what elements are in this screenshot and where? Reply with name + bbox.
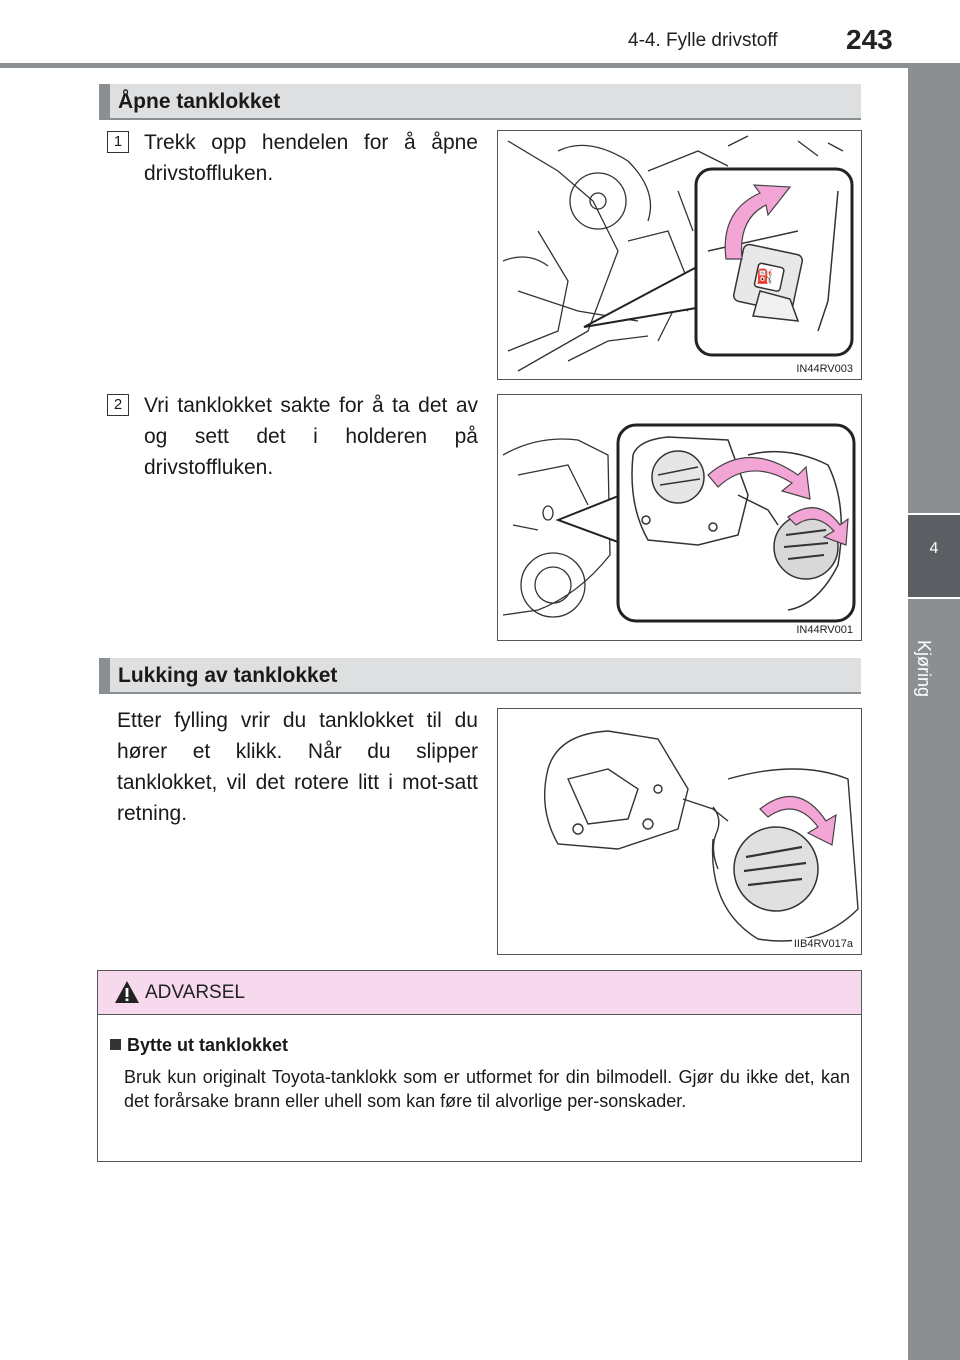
figure-interior-lever — [497, 130, 862, 380]
warning-header — [98, 971, 861, 1015]
figure-code: IN44RV001 — [796, 624, 853, 636]
figure-code: IN44RV003 — [796, 363, 853, 375]
step-number-1: 1 — [107, 131, 129, 153]
warning-box — [97, 970, 862, 1162]
section-heading-text: Lukking av tanklokket — [118, 664, 338, 687]
page-number: 243 — [846, 24, 893, 55]
chapter-label: Kjøring — [914, 640, 934, 698]
interior-lever-illustration — [498, 131, 861, 379]
warning-title: ADVARSEL — [145, 982, 245, 1003]
section-heading-close-cap — [99, 658, 861, 694]
warning-text: Bruk kun originalt Toyota-tanklokk som er utformet for din bilmodell. Gjør du ikke det, kan det forårsake brann eller uhell som kan føre til alvorlige per-sonskader. — [124, 1067, 850, 1111]
bullet-square-icon — [110, 1039, 121, 1050]
side-bar-top — [908, 68, 960, 513]
chapter-number: 4 — [929, 540, 939, 557]
section-heading-text: Åpne tanklokket — [118, 90, 281, 113]
section-heading-open-cap — [99, 84, 861, 120]
fuel-door-icon: ⛽ — [756, 269, 774, 285]
figure-fuel-cap-closing — [497, 708, 862, 955]
warning-subtitle-text: Bytte ut tanklokket — [127, 1035, 289, 1055]
warning-triangle-icon — [114, 980, 140, 1004]
header-rule — [0, 63, 960, 68]
warning-subtitle — [110, 1035, 288, 1056]
side-bar-bottom — [908, 599, 960, 1360]
section-title: 4-4. Fylle drivstoff — [628, 30, 778, 51]
step-2-text: Vri tanklokket sakte for å ta det av og sett det i holderen på drivstoffluken. — [144, 394, 478, 479]
step-number-2: 2 — [107, 394, 129, 416]
close-cap-text: Etter fylling vrir du tanklokket til du hører et klikk. Når du slipper tanklokket, vil det rotere litt i mot-satt retning. — [117, 709, 478, 825]
figure-fuel-cap-removal — [497, 394, 862, 641]
step-1-text: Trekk opp hendelen for å åpne drivstoffluken. — [144, 131, 478, 185]
figure-code: IIB4RV017a — [793, 938, 853, 950]
fuel-cap-closing-illustration — [498, 709, 861, 954]
fuel-cap-removal-illustration — [498, 395, 861, 640]
